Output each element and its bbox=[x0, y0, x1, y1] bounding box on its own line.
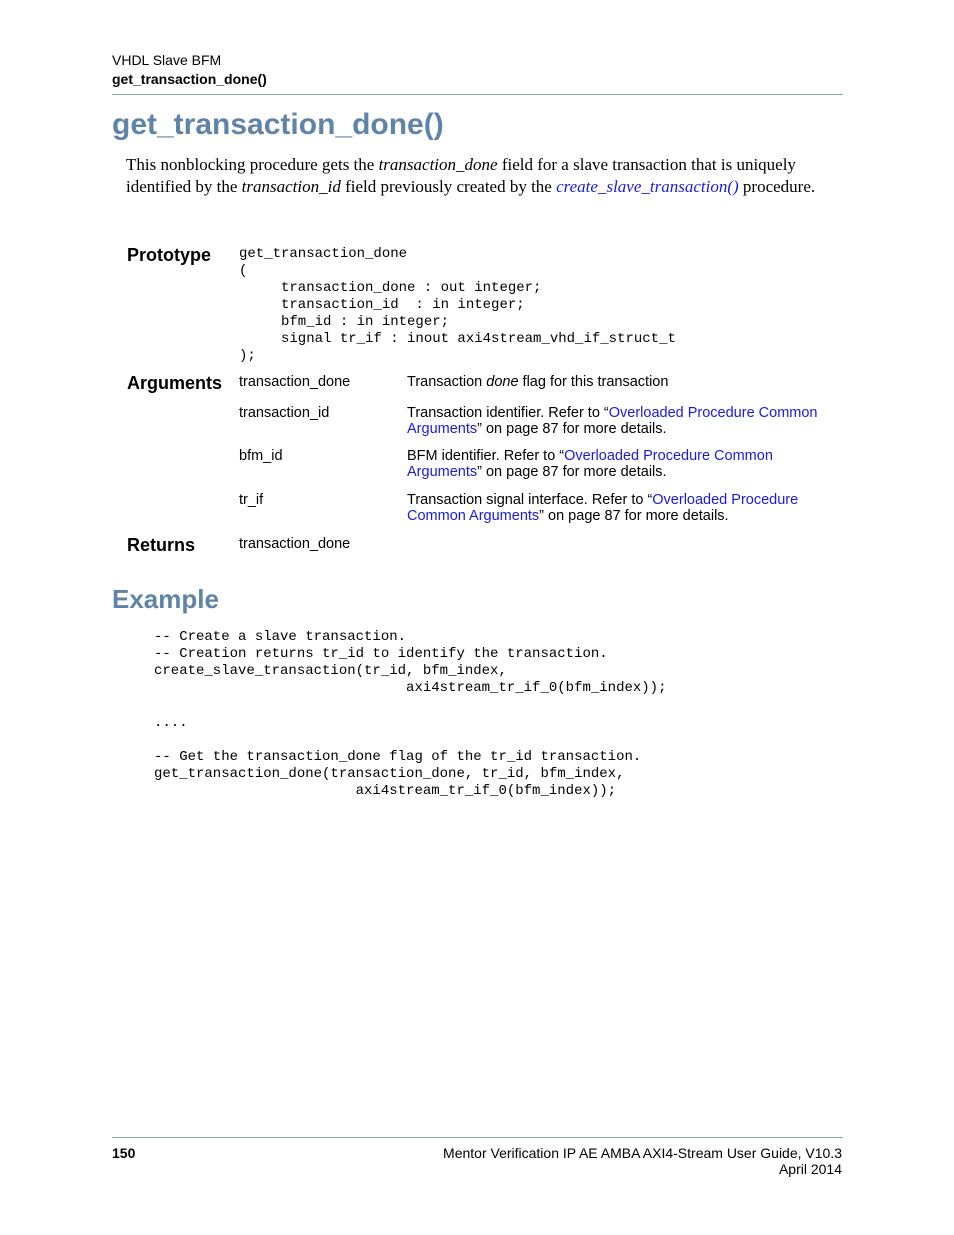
footer-doc-title: Mentor Verification IP AE AMBA AXI4-Stream User Guide, V10.3 bbox=[443, 1145, 842, 1161]
arg-name-transaction-id: transaction_id bbox=[239, 405, 330, 421]
prototype-code: get_transaction_done ( transaction_done : out integer; transaction_id : in integer; bfm_id : in integer; signal tr_if : inout axi4stream_vhd_if_struct_t ); bbox=[239, 246, 676, 364]
example-code-block-1: -- Create a slave transaction. -- Creation returns tr_id to identify the transaction. create_slave_transaction(tr_id, bfm_index, axi4stream_tr_if_0(bfm_index)); bbox=[154, 629, 667, 696]
running-header-section: VHDL Slave BFM bbox=[112, 52, 222, 68]
header-rule bbox=[112, 94, 843, 95]
intro-text-1: This nonblocking procedure gets the bbox=[126, 155, 379, 174]
arg-desc-italic: done bbox=[486, 374, 519, 390]
overloaded-args-link[interactable]: Overloaded Procedure Common Arguments bbox=[407, 448, 773, 480]
footer-doc-info bbox=[443, 1145, 842, 1177]
arg-desc-tr-if bbox=[407, 492, 837, 524]
page-number: 150 bbox=[112, 1145, 136, 1161]
intro-italic-2: transaction_id bbox=[241, 177, 341, 196]
intro-text-3: field previously created by the bbox=[340, 177, 557, 196]
intro-text-2: field for a slave transaction that is uniquely identified by the bbox=[126, 155, 796, 196]
arg-desc-text: flag for this transaction bbox=[518, 374, 669, 390]
arg-desc-text: Transaction signal interface. Refer to “ bbox=[407, 492, 653, 508]
returns-label: Returns bbox=[127, 535, 196, 555]
arg-desc-bfm-id bbox=[407, 448, 837, 480]
returns-value: transaction_done bbox=[239, 536, 351, 552]
arguments-label: Arguments bbox=[127, 373, 223, 393]
create-slave-transaction-link[interactable]: create_slave_transaction() bbox=[556, 177, 739, 196]
arg-desc-text: BFM identifier. Refer to “ bbox=[407, 448, 565, 464]
intro-italic-1: transaction_done bbox=[378, 155, 498, 174]
arg-name-tr-if: tr_if bbox=[239, 492, 264, 508]
running-header-subsection: get_transaction_done() bbox=[112, 71, 267, 87]
footer-date: April 2014 bbox=[778, 1161, 842, 1177]
arg-desc-text: ” on page 87 for more details. bbox=[477, 421, 667, 437]
overloaded-args-link[interactable]: Overloaded Procedure Common Arguments bbox=[407, 492, 799, 524]
arg-desc-text: ” on page 87 for more details. bbox=[477, 464, 667, 480]
intro-text-4: procedure. bbox=[738, 177, 816, 196]
arg-desc-text: ” on page 87 for more details. bbox=[539, 508, 729, 524]
page-title: get_transaction_done() bbox=[112, 108, 444, 141]
arg-desc-transaction-id bbox=[407, 405, 837, 437]
arg-desc-text: Transaction identifier. Refer to “ bbox=[407, 405, 609, 421]
intro-paragraph bbox=[126, 154, 826, 198]
footer-rule bbox=[112, 1137, 843, 1138]
example-code-ellipsis: .... bbox=[154, 715, 188, 731]
arg-desc-transaction-done bbox=[407, 374, 837, 390]
arg-name-transaction-done: transaction_done bbox=[239, 374, 351, 390]
example-heading: Example bbox=[112, 584, 219, 614]
arg-name-bfm-id: bfm_id bbox=[239, 448, 283, 464]
arg-desc-text: Transaction bbox=[407, 374, 487, 390]
example-code-block-2: -- Get the transaction_done flag of the tr_id transaction. get_transaction_done(transaction_done, tr_id, bfm_index, axi4stream_tr_if_0(bfm_index)); bbox=[154, 749, 642, 799]
prototype-label: Prototype bbox=[127, 245, 212, 265]
overloaded-args-link[interactable]: Overloaded Procedure Common Arguments bbox=[407, 405, 818, 437]
